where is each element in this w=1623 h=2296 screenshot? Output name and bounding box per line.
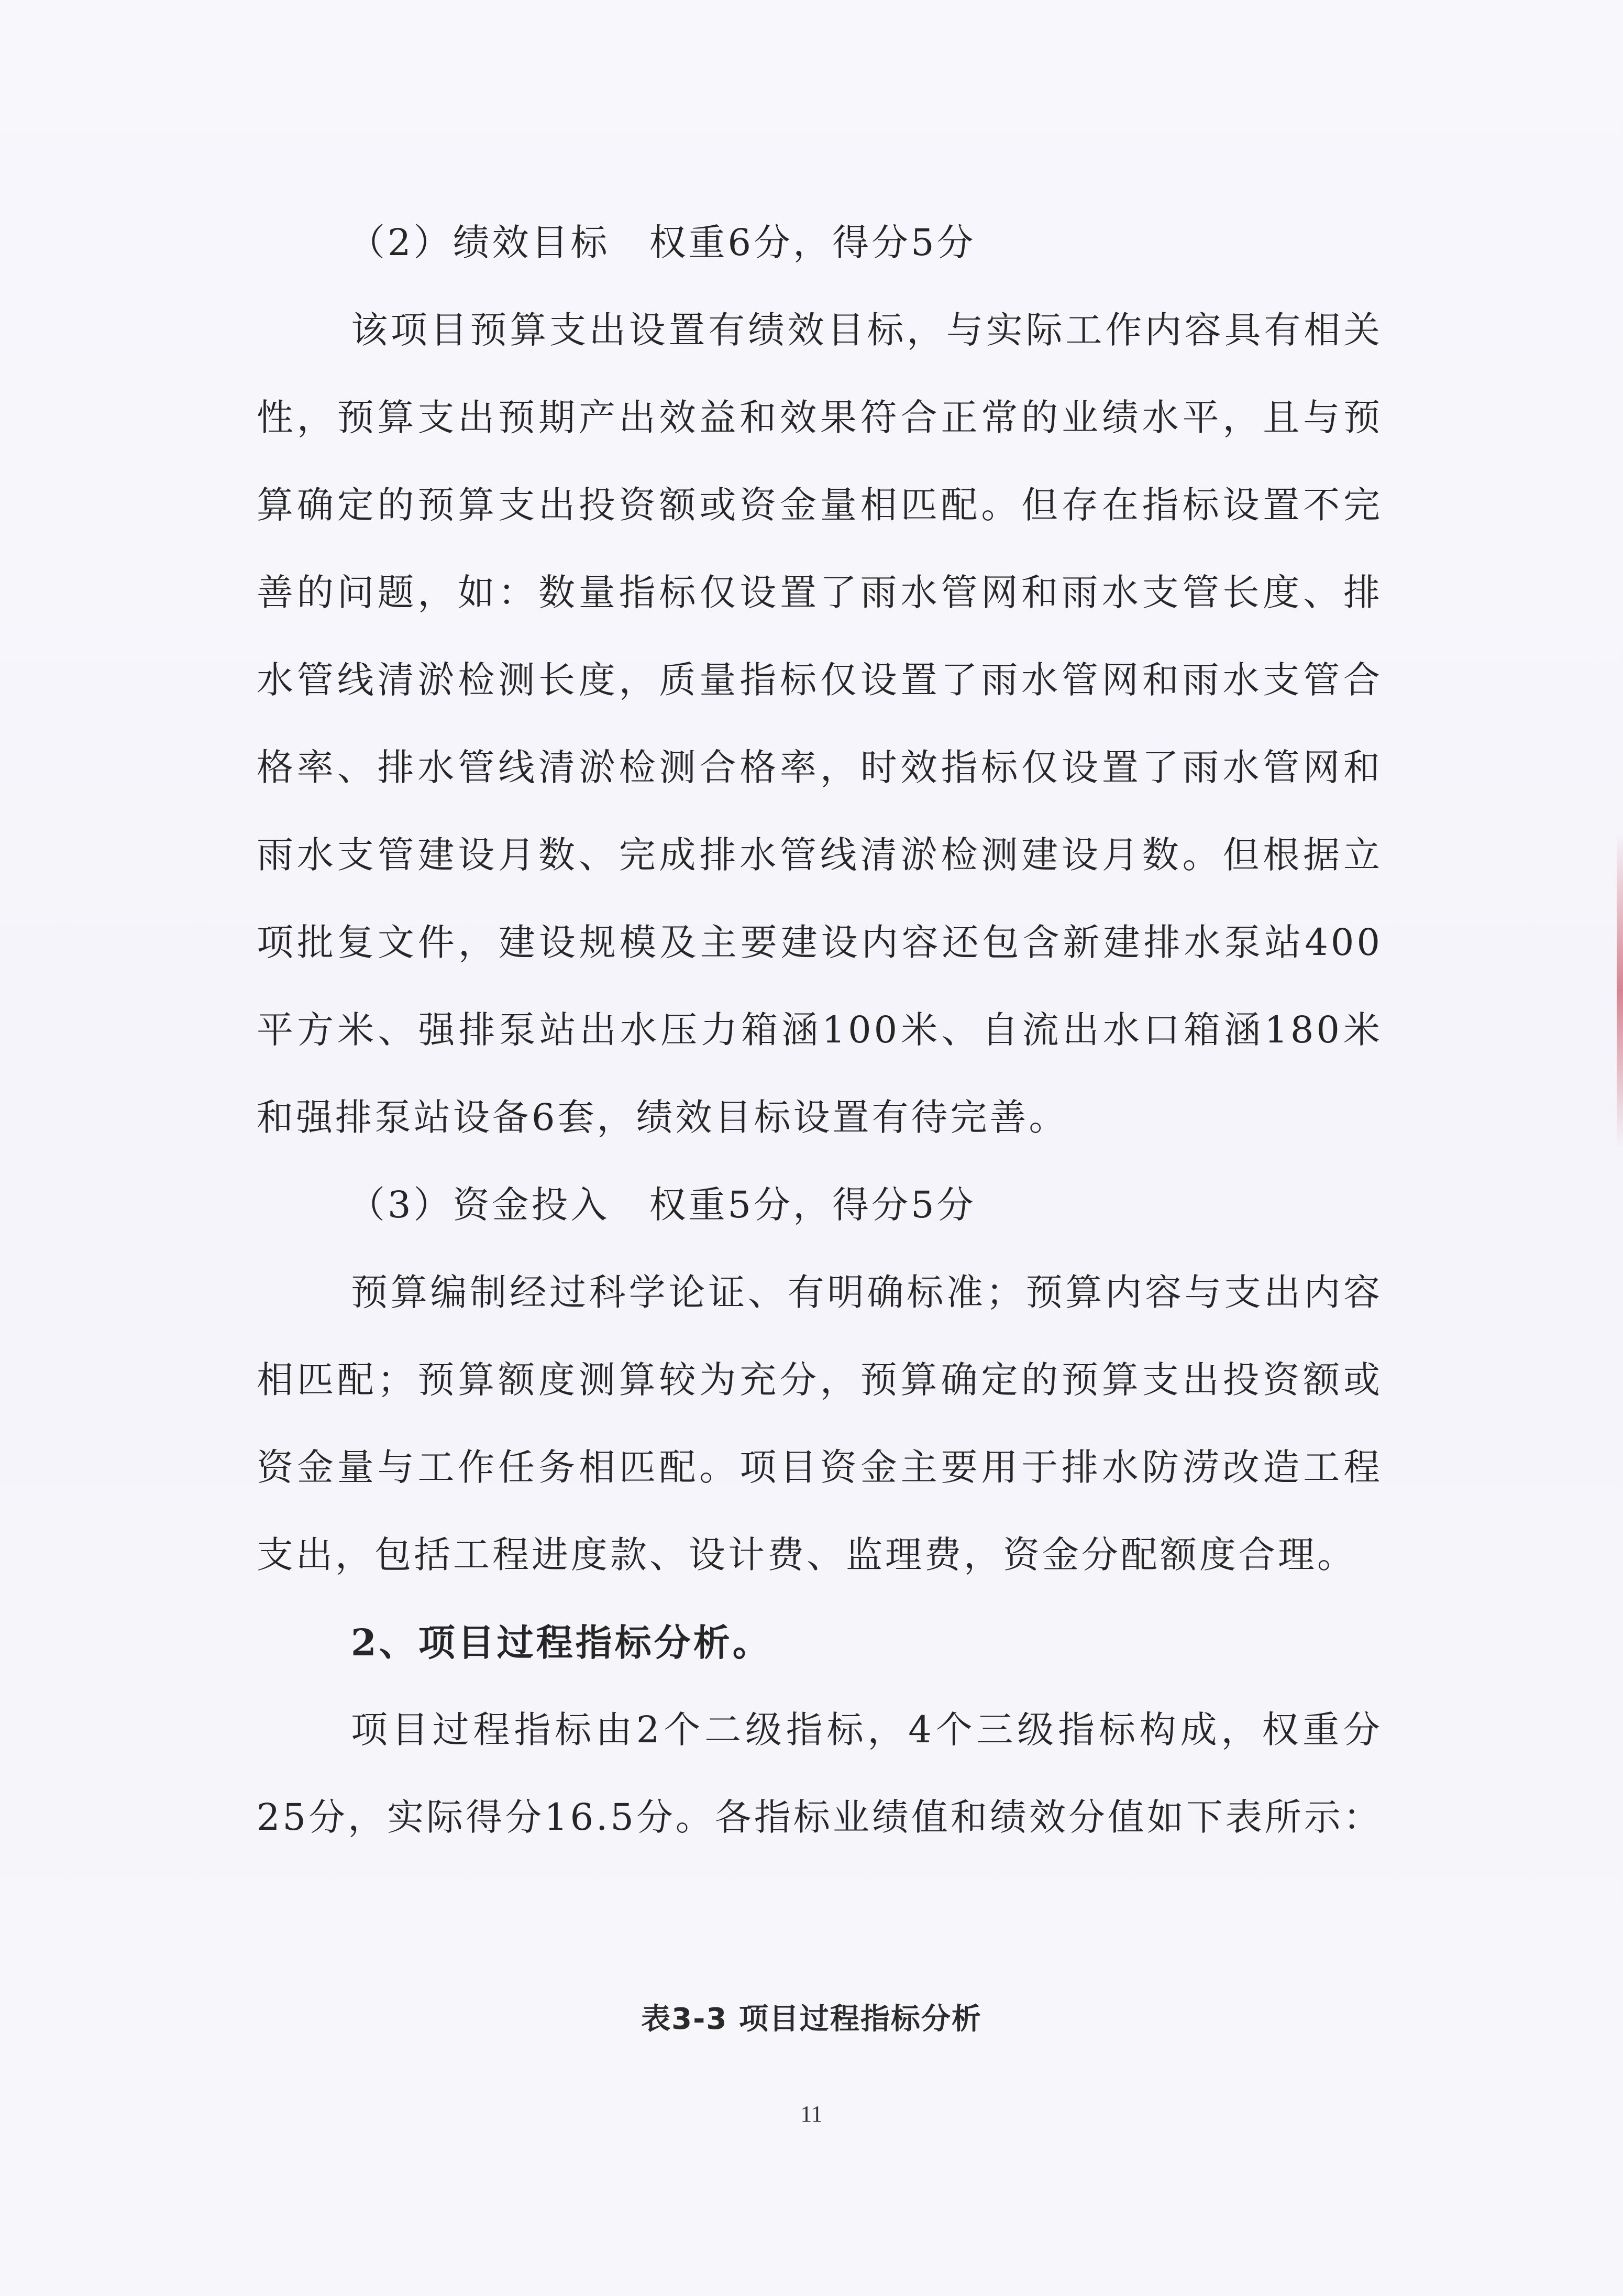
subheading-performance-goals: （2）绩效目标 权重6分，得分5分 [348, 221, 976, 264]
paragraph-process-indicators: 项目过程指标由2个二级指标，4个三级指标构成，权重分25分，实际得分16.5分。各指标业绩值和绩效分值如下表所示： [257, 1708, 1383, 1839]
page-number: 11 [800, 2101, 823, 2127]
heading-process-indicators: 2、项目过程指标分析。 [351, 1621, 772, 1664]
scan-edge-mark [1617, 833, 1623, 1147]
paragraph-performance-goals: 该项目预算支出设置有绩效目标，与实际工作内容具有相关性，预算支出预期产出效益和效果符合正常的业绩水平，且与预算确定的预算支出投资额或资金量相匹配。但存在指标设置不完善的问题，如：数量指标仅设置了雨水管网和雨水支管长度、排水管线清淤检测长度，质量指标仅设置了雨水管网和雨水支管合格率、排水管线清淤检测合格率，时效指标仅设置了雨水管网和雨水支管建设月数、完成排水管线清淤检测建设月数。但根据立项批复文件，建设规模及主要建设内容还包含新建排水泵站400平方米、强排泵站出水压力箱涵100米、自流出水口箱涵180米和强排泵站设备6套，绩效目标设置有待完善。 [257, 309, 1383, 1139]
paragraph-funding-input: 预算编制经过科学论证、有明确标准；预算内容与支出内容相匹配；预算额度测算较为充分，预算确定的预算支出投资额或资金量与工作任务相匹配。项目资金主要用于排水防涝改造工程支出，包括工程进度款、设计费、监理费，资金分配额度合理。 [257, 1271, 1383, 1576]
subheading-funding-input: （3）资金投入 权重5分，得分5分 [348, 1183, 976, 1226]
document-body [257, 199, 1383, 1861]
table-caption: 表3-3 项目过程指标分析 [641, 2002, 982, 2036]
